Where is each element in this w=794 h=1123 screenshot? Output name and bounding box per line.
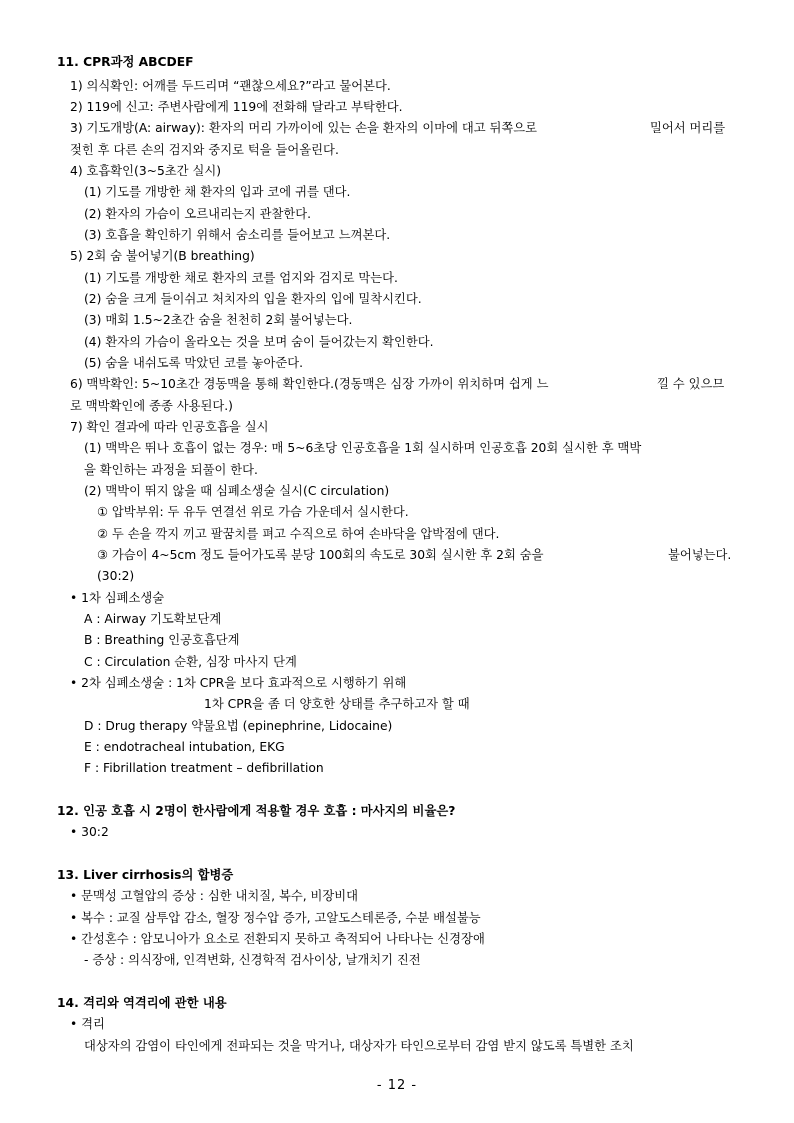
section-12-title: 12. 인공 호흡 시 2명이 한사람에게 적용할 경우 호흡 : 마사지의 비율은? [57,804,456,818]
step-7-2: (2) 맥박이 뛰지 않을 때 심폐소생술 실시(C circulation) [84,484,390,498]
step-3-part1: 3) 기도개방(A: airway): 환자의 머리 가까이에 있는 손을 환자의 이마에 대고 뒤쪽으로 [70,121,538,135]
first-cpr-c: C : Circulation 순환, 심장 마사지 단계 [84,655,297,669]
compression-1: ① 압박부위: 두 유두 연결선 위로 가슴 가운데서 실시한다. [97,505,409,519]
step-2: 2) 119에 신고: 주변사람에게 119에 전화해 달라고 부탁한다. [70,100,403,114]
complication-2: • 복수 : 교질 삼투압 감소, 혈장 정수압 증가, 고알도스테론증, 수분 배설불능 [70,911,481,925]
second-cpr-e: E : endotracheal intubation, EKG [84,740,285,754]
bullet-second-cpr: • 2차 심폐소생술 : 1차 CPR을 보다 효과적으로 시행하기 위해 [70,676,407,690]
first-cpr-a: A : Airway 기도확보단계 [84,612,222,626]
bullet-isolation: • 격리 [70,1017,105,1031]
complication-3: • 간성혼수 : 암모니아가 요소로 전환되지 못하고 축적되어 나타나는 신경장애 [70,932,485,946]
bullet-first-cpr: • 1차 심폐소생술 [70,591,165,605]
step-5-4: (4) 환자의 가슴이 올라오는 것을 보며 숨이 들어갔는지 확인한다. [84,335,434,349]
step-1: 1) 의식확인: 어깨를 두드리며 “괜찮으세요?”라고 물어본다. [70,79,391,93]
compression-3-ratio: (30:2) [97,569,135,583]
step-4-3: (3) 호흡을 확인하기 위해서 숨소리를 들어보고 느껴본다. [84,228,391,242]
step-5-5: (5) 숨을 내쉬도록 막았던 코를 놓아준다. [84,356,304,370]
first-cpr-b: B : Breathing 인공호흡단계 [84,633,240,647]
isolation-definition: 대상자의 감염이 타인에게 전파되는 것을 막거나, 대상자가 타인으로부터 감염 받지 않도록 특별한 조치 [84,1039,634,1053]
section-13-title: 13. Liver cirrhosis의 합병증 [57,868,234,882]
step-6-part3: 로 맥박확인에 종종 사용된다.) [70,399,233,413]
compression-2: ② 두 손을 깍지 끼고 팔꿈치를 펴고 수직으로 하여 손바닥을 압박점에 댄다. [97,527,500,541]
step-3-part3: 젖힌 후 다른 손의 검지와 중지로 턱을 들어올린다. [70,143,339,157]
compression-3-part2: 불어넣는다. [668,548,732,562]
step-5-2: (2) 숨을 크게 들이쉬고 처치자의 입을 환자의 입에 밀착시킨다. [84,292,422,306]
second-cpr-f: F : Fibrillation treatment – defibrillation [84,761,324,775]
second-cpr-continuation: 1차 CPR을 좀 더 양호한 상태를 추구하고자 할 때 [204,697,470,711]
step-7-1-part2: 을 확인하는 과정을 되풀이 한다. [84,463,258,477]
section-11-title: 11. CPR과정 ABCDEF [57,55,194,69]
step-4: 4) 호흡확인(3~5초간 실시) [70,164,222,178]
complication-1: • 문맥성 고혈압의 증상 : 심한 내치질, 복수, 비장비대 [70,889,359,903]
section-14-title: 14. 격리와 역격리에 관한 내용 [57,996,227,1010]
step-6-part2: 낄 수 있으므 [657,377,725,391]
step-7-1-part1: (1) 맥박은 뛰나 호흡이 없는 경우: 매 5~6초당 인공호흡을 1회 실시하며 인공호흡 20회 실시한 후 맥박 [84,441,642,455]
step-6-part1: 6) 맥박확인: 5~10초간 경동맥을 통해 확인한다.(경동맥은 심장 가까이 위치하며 쉽게 느 [70,377,549,391]
step-7: 7) 확인 결과에 따라 인공호흡을 실시 [70,420,269,434]
section-12-answer: • 30:2 [70,825,109,839]
step-4-1: (1) 기도를 개방한 채 환자의 입과 코에 귀를 댄다. [84,185,351,199]
second-cpr-d: D : Drug therapy 약물요법 (epinephrine, Lidocaine) [84,719,393,733]
step-5-3: (3) 매회 1.5~2초간 숨을 천천히 2회 불어넣는다. [84,313,353,327]
step-3-part2: 밀어서 머리를 [650,121,726,135]
complication-3-symptoms: - 증상 : 의식장애, 인격변화, 신경학적 검사이상, 날개치기 진전 [84,953,421,967]
step-5-1: (1) 기도를 개방한 채로 환자의 코를 엄지와 검지로 막는다. [84,271,398,285]
step-4-2: (2) 환자의 가슴이 오르내리는지 관찰한다. [84,207,312,221]
step-5: 5) 2회 숨 불어넣기(B breathing) [70,249,255,263]
compression-3-part1: ③ 가슴이 4~5cm 정도 들어가도록 분당 100회의 속도로 30회 실시한 후 2회 숨을 [97,548,544,562]
page-number: - 12 - [376,1078,418,1093]
